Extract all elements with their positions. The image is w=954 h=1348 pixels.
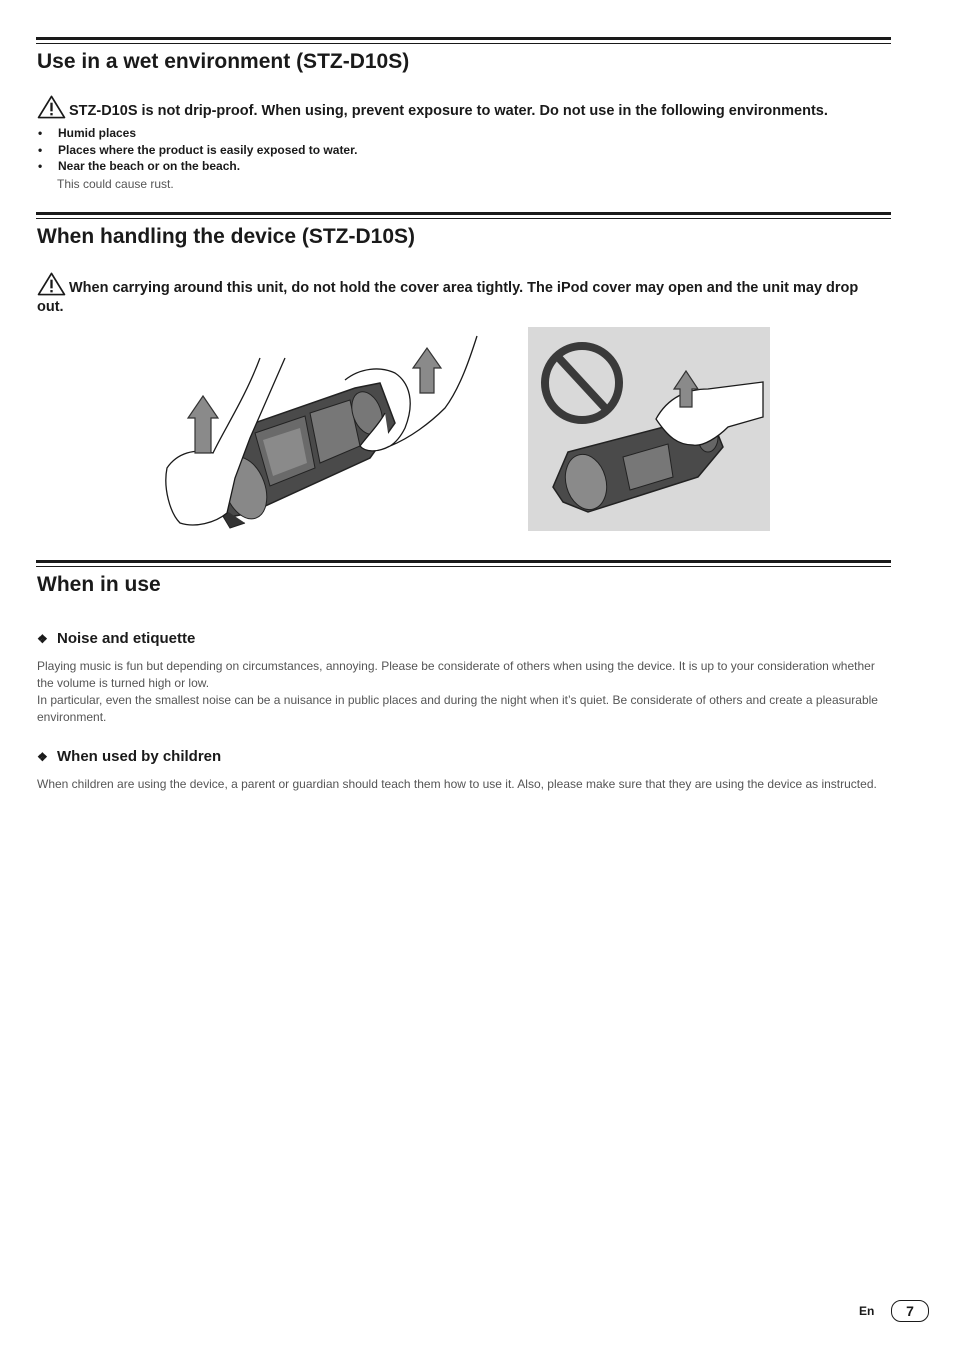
warning-triangle-icon: [37, 272, 66, 296]
language-label: En: [859, 1304, 875, 1318]
diamond-icon: ❖: [37, 632, 48, 646]
section-rule: [36, 212, 891, 219]
paragraph: In particular, even the smallest noise can be a nuisance in public places and during the night when it’s quiet. Be considerate of others and create a pleasurable environment.: [37, 693, 878, 724]
up-arrow-icon: [188, 396, 218, 453]
subsection-heading: ❖ When used by children: [37, 748, 222, 765]
bullet-list: [37, 125, 357, 175]
warning-text: STZ-D10S is not drip-proof. When using, prevent exposure to water. Do not use in the following environments.: [37, 95, 887, 121]
subsection-heading: ❖ Noise and etiquette: [37, 630, 196, 647]
section-title: When handling the device (STZ-D10S): [37, 225, 416, 248]
paragraph: Playing music is fun but depending on circumstances, annoying. Please be considerate of others when using the device. It is up to your consideration whether the volume is turned high or low.: [37, 659, 875, 690]
diamond-icon: ❖: [37, 750, 48, 764]
list-item: • Humid places: [37, 125, 357, 142]
correct-handling-illustration: [155, 328, 485, 533]
note-text: This could cause rust.: [57, 177, 174, 191]
incorrect-handling-illustration: [528, 327, 770, 531]
list-item: • Places where the product is easily exposed to water.: [37, 142, 357, 159]
section-rule: [36, 560, 891, 567]
list-item: • Near the beach or on the beach.: [37, 158, 357, 175]
section-title: Use in a wet environment (STZ-D10S): [37, 50, 410, 73]
section-rule: [36, 37, 891, 44]
page-number: 7: [891, 1300, 929, 1322]
warning-text: When carrying around this unit, do not hold the cover area tightly. The iPod cover may open and the unit may drop out.: [37, 272, 887, 317]
section-title: When in use: [37, 573, 161, 596]
warning-triangle-icon: [37, 95, 66, 119]
paragraph: When children are using the device, a parent or guardian should teach them how to use it. Also, please make sure that they are using the device as instructed.: [37, 777, 877, 791]
